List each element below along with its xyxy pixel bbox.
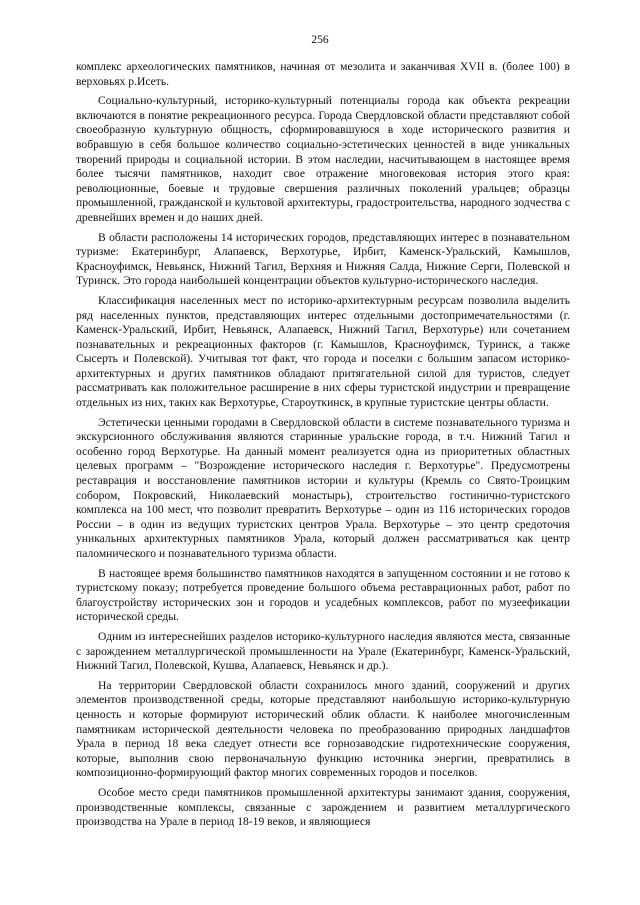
- paragraph-monument-condition: В настоящее время большинство памятников находятся в запущенном состоянии и не готово к туристскому показу; потребуется проведение большого объема реставрационных работ, работ по благоустройству исторических зон и городов и усадебных комплексов, работ по музеефикации исторической среды.: [76, 566, 570, 624]
- paragraph-historic-cities: В области расположены 14 исторических городов, представляющих интерес в познавательном туризме: Екатеринбург, Алапаевск, Верхотурье, Ирбит, Каменск-Уральский, Камышлов, Красноуфимск, Невьянск, Нижний Тагил, Верхняя и Нижняя Салда, Нижние Серги, Полевской и Туринск. Это города наибольшей концентрации объектов культурно-исторического наследия.: [76, 230, 570, 288]
- page-number: 256: [311, 34, 329, 46]
- paragraph-metallurgy-sites: Одним из интереснейших разделов историко-культурного наследия являются места, связанные с зарождением металлургической промышленности на Урале (Екатеринбург, Каменск-Уральский, Нижний Тагил, Полевской, Кушва, Алапаевск, Невьянск и др.).: [76, 629, 570, 673]
- page-body: [76, 60, 570, 835]
- paragraph-sociocultural-potential: Социально-культурный, историко-культурный потенциалы города как объекта рекреации включаются в понятие рекреационного ресурса. Города Свердловской области представляют собой своеобразную культурную общность, сформировавшуюся в ходе исторического развития и вобравшую в себя большое количество социально-эстетических ценностей в виде уникальных творений природы и социальной истории. В этом наследии, насчитывающем в настоящее время более тысячи памятников, находит свое отражение многовековая история этого края: революционные, боевые и трудовые свершения различных поколений уральцев; образцы промышленной, гражданской и культовой архитектуры, градостроительства, народного зодчества с древнейших времен и до наших дней.: [76, 94, 570, 224]
- paragraph-industrial-environment: На территории Свердловской области сохранилось много зданий, сооружений и других элементов производственной среды, которые представляют наибольшую историко-культурную ценность и которые формируют исторический облик области. К наиболее многочисленным памятникам исторической деятельности человека по преобразованию природных ландшафтов Урала в период 18 века следует отнести все горнозаводские гидротехнические сооружения, которые, выполнив свою первоначальную функцию источника энергии, превратились в композиционно-формирующий фактор многих современных городов и поселков.: [76, 678, 570, 780]
- paragraph-continuation: комплекс археологических памятников, начиная от мезолита и заканчивая XVII в. (более 100) в верховьях р.Исеть.: [76, 60, 570, 88]
- paragraph-industrial-architecture: Особое место среди памятников промышленной архитектуры занимают здания, сооружения, производственные комплексы, связанные с зарождением и развитием металлургического производства на Урале в период 18-19 веков, и являющиеся: [76, 785, 570, 829]
- paragraph-verkhoturye: Эстетически ценными городами в Свердловской области в системе познавательного туризма и экскурсионного обслуживания являются старинные уральские города, в т.ч. Нижний Тагил и особенно город Верхотурье. На данный момент реализуется одна из приоритетных областных целевых программ – "Возрождение исторического наследия г. Верхотурье". Предусмотрены реставрация и восстановление памятников истории и культуры (Кремль со Свято-Троицким собором, Покровский, Николаевский монастырь), строительство гостинично-туристского комплекса на 100 мест, что позволит превратить Верхотурье – один из 116 исторических городов России – в один из ведущих туристских центров Урала. Верхотурье – это центр средоточия уникальных архитектурных памятников Урала, который должен рассматриваться как центр паломнического и познавательного туризма области.: [76, 415, 570, 560]
- paragraph-classification: Классификация населенных мест по историко-архитектурным ресурсам позволила выделить ряд населенных пунктов, представляющих интерес отдельными достопримечательностями (г. Каменск-Уральский, Ирбит, Невьянск, Алапаевск, Нижний Тагил, Верхотурье) или сочетанием познавательных и рекреационных факторов (г. Камышлов, Красноуфимск, Туринск, а также Сысерть и Полевской). Учитывая тот факт, что города и поселки с большим запасом историко-архитектурных и других памятников обладают притягательной силой для туристов, следует рассматривать как положительное расширение в них сферы туристской индустрии и превращение отдельных из них, таких как Верхотурье, Староуткинск, в крупные туристские центры области.: [76, 293, 570, 410]
